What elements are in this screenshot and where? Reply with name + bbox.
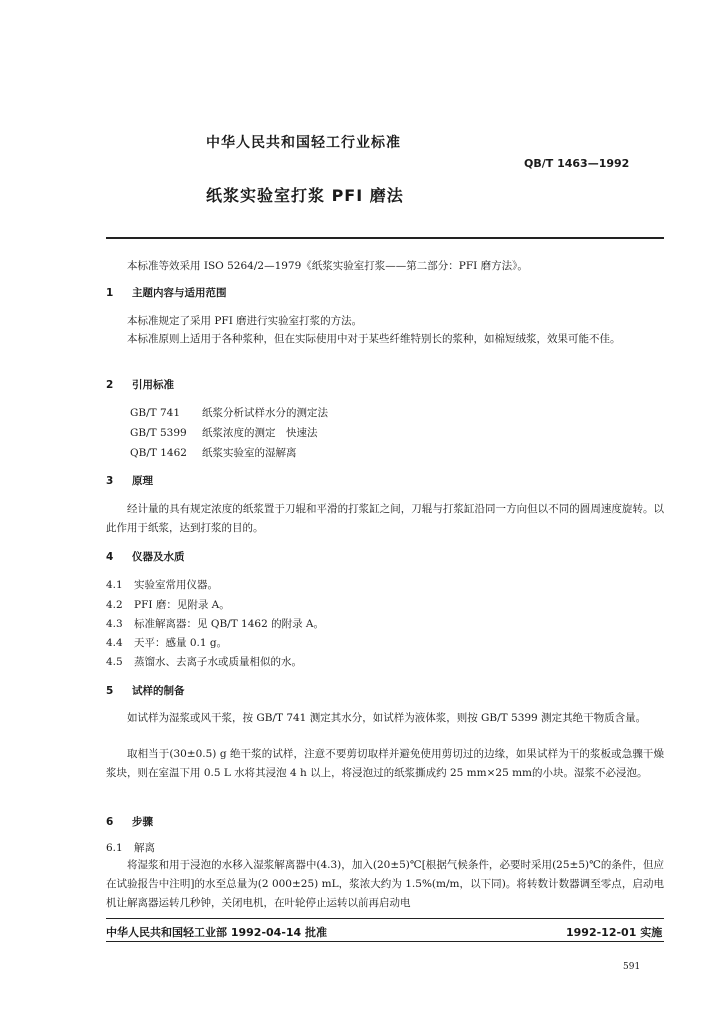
standard-code: QB/T 1463—1992 [524, 157, 630, 170]
reference-item [130, 445, 297, 460]
section-title: 试样的制备 [132, 685, 185, 697]
intro-paragraph: 本标准等效采用 ISO 5264/2—1979《纸浆实验室打浆——第二部分：PFI 磨方法》。 [127, 260, 528, 272]
section-title: 主题内容与适用范围 [132, 287, 227, 299]
issuing-organization: 中华人民共和国轻工行业标准 [206, 135, 401, 151]
section-title: 原理 [132, 475, 153, 487]
section-4-heading [106, 549, 185, 564]
section-5-paragraph-2: 取相当于(30±0.5) g 绝干浆的试样，注意不要剪切取样并避免使用剪切过的边缘，如果试样为干的浆板或急骤干燥浆块，则在室温下用 0.5 L 水将其浸泡 4 h 以上，将浸泡过的纸浆撕成约 25 mm×25 mm的小块。湿浆不必浸泡。 [106, 748, 664, 779]
section-title: 步骤 [132, 816, 153, 828]
section-1-heading [106, 285, 227, 300]
approval-date: 中华人民共和国轻工业部 1992-04-14 批准 [106, 926, 328, 939]
subsection-6-1-heading [106, 840, 155, 855]
document-title: 纸浆实验室打浆 PFI 磨法 [206, 186, 404, 205]
reference-item [130, 405, 328, 420]
reference-name: 纸浆分析试样水分的测定法 [202, 407, 328, 419]
reference-code: GB/T 741 [130, 407, 181, 419]
section-5-heading [106, 683, 185, 698]
list-item [106, 654, 302, 669]
page-number: 591 [623, 962, 641, 972]
item-number: 4.3 [106, 618, 123, 630]
header-divider [106, 237, 664, 239]
item-number: 4.5 [106, 656, 123, 668]
list-item [106, 577, 218, 592]
subsection-title: 解离 [134, 842, 155, 854]
section-number: 4 [106, 551, 114, 563]
section-number: 6 [106, 816, 114, 828]
item-number: 4.1 [106, 579, 123, 591]
footer-bottom-rule [106, 941, 664, 942]
section-title: 仪器及水质 [132, 551, 185, 563]
list-item [106, 597, 230, 612]
section-number: 1 [106, 287, 114, 299]
section-number: 3 [106, 475, 114, 487]
section-6-paragraph: 将湿浆和用于浸泡的水移入湿浆解离器中(4.3)，加入(20±5)℃[根据气候条件，必要时采用(25±5)℃的条件，但应在试验报告中注明]的水至总量为(2 000±25) mL，浆浓大约为 1.5%(m/m，以下同)。将转数计数器调至零点，启动电机让解离器运转几秒钟，关闭电机，在叶轮停止运转以前再启动电 [106, 859, 664, 909]
section-3-heading [106, 473, 153, 488]
section-5-paragraph-1: 如试样为湿浆或风干浆，按 GB/T 741 测定其水分，如试样为液体浆，则按 GB/T 5399 测定其绝干物质含量。 [127, 712, 647, 724]
section-1-paragraph-2: 本标准原则上适用于各种浆种，但在实际使用中对于某些纤维特别长的浆种，如棉短绒浆，效果可能不佳。 [127, 333, 621, 345]
section-3-paragraph: 经计量的具有规定浓度的纸浆置于刀辊和平滑的打浆缸之间，刀辊与打浆缸沿同一方向但以不同的圆周速度旋转。以此作用于纸浆，达到打浆的目的。 [106, 503, 664, 534]
section-number: 2 [106, 379, 114, 391]
subsection-number: 6.1 [106, 842, 123, 854]
section-title: 引用标准 [132, 379, 174, 391]
reference-name: 纸浆实验室的湿解离 [202, 447, 297, 459]
footer-divider [106, 918, 664, 919]
section-6-heading [106, 814, 153, 829]
reference-code: QB/T 1462 [130, 447, 187, 459]
section-2-heading [106, 377, 174, 392]
item-number: 4.2 [106, 599, 123, 611]
item-text: 天平：感量 0.1 g。 [134, 637, 228, 649]
item-text: PFI 磨：见附录 A。 [134, 599, 230, 611]
item-text: 蒸馏水、去离子水或质量相似的水。 [134, 656, 302, 668]
implementation-date: 1992-12-01 实施 [566, 926, 663, 939]
section-number: 5 [106, 685, 114, 697]
reference-name: 纸浆浓度的测定 快速法 [202, 427, 318, 439]
item-number: 4.4 [106, 637, 123, 649]
list-item [106, 635, 227, 650]
reference-code: GB/T 5399 [130, 427, 187, 439]
section-1-paragraph-1: 本标准规定了采用 PFI 磨进行实验室打浆的方法。 [127, 315, 363, 327]
item-text: 标准解离器：见 QB/T 1462 的附录 A。 [134, 618, 325, 630]
item-text: 实验室常用仪器。 [134, 579, 218, 591]
list-item [106, 616, 324, 631]
reference-item [130, 425, 318, 440]
